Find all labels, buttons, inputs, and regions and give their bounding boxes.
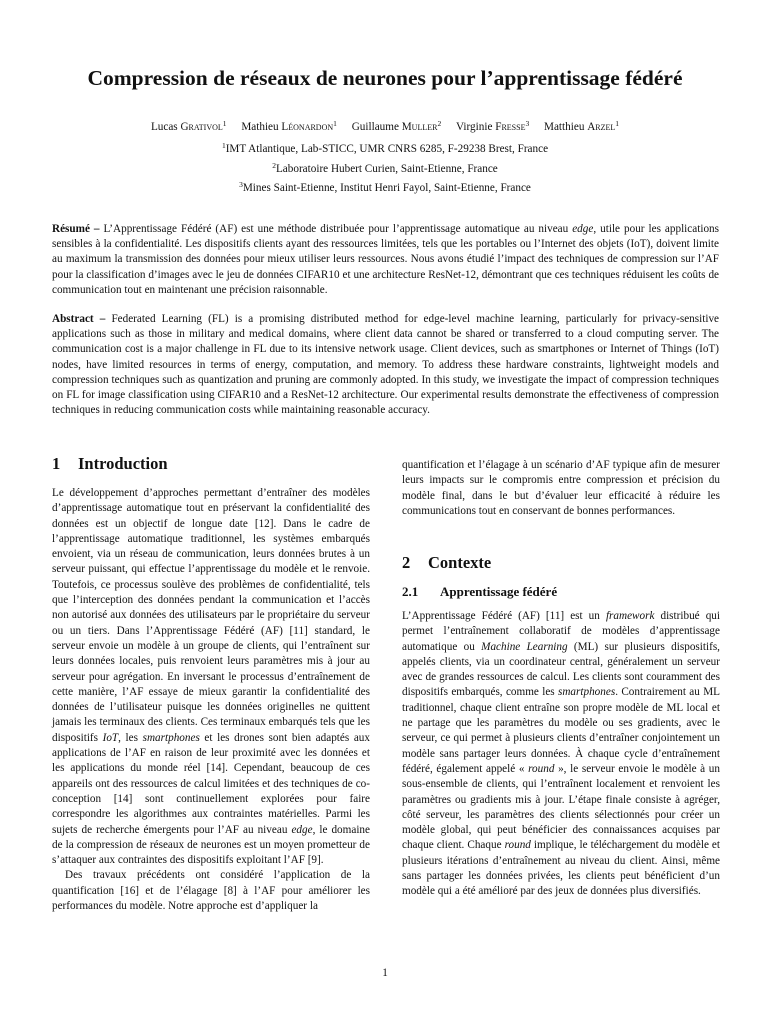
- paragraph: L’Apprentissage Fédéré (AF) [11] est un framework distribué qui permet l’entraînement collaboratif de modèles d’apprentissage automatique ou Machine Learning (ML) sur plusieurs dispositifs, appelés clients, via un coordinateur central, généralement un serveur avec de grandes ressources de calcul. Les clients sont couramment des dispositifs embarqués, comme les smartphones. Contrairement au ML traditionnel, chaque client entraîne son propre modèle de ML local et ne partage que les paramètres du modèle ou ses gradients, avec le serveur, ce qui permet à plusieurs clients d’entraîner conjointement un modèle sans partager leurs données. À chaque cycle d’entraînement fédéré, également appelé « round », le serveur envoie le modèle à un sous-ensemble de clients, qui l’entraînent localement et renvoient les paramètres ou gradients mis à jour. L’étape finale consiste à agréger, côté serveur, les paramètres des clients sélectionnés pour créer un modèle global, qui peut bénéficier des connaissances acquises par chaque client. Chaque round implique, le téléchargement du modèle et plusieurs itérations d’entraînement au niveau du client. Ainsi, même sans partager les données privées, les clients peut bénéficient d’un modèle qui a été amélioré par des jeux de données plus diversifiés.: [402, 610, 721, 898]
- introduction-text: [52, 486, 370, 914]
- section-heading-contexte: 2 Contexte: [402, 553, 492, 572]
- abstract-label: Abstract: [52, 313, 94, 325]
- author: Mathieu Léonardon$^1$: [241, 119, 337, 133]
- author: Matthieu Arzel$^1$: [544, 119, 620, 133]
- paragraph: Le développement d’approches permettant d’entraîner des modèles d’apprentissage automatique tout en préservant la confidentialité des données est un objectif de longue date [12]. Dans le cadre de l’apprentissage automatique traditionnel, les systèmes embarqués envoient, via un réseau de communication, leurs données brutes à un serveur puissant, qui effectue l’apprentissage du modèle et le renvoie. Toutefois, ce processus soulève des problèmes de confidentialité, tels que l’interception des données pendant la communication et l’accès non autorisé aux données des utilisateurs par le propriétaire du serveur ou un tiers. Dans l’Apprentissage Fédéré (AF) [11] standard, le serveur envoie un modèle à un groupe de clients, qui l’entraînent sur leurs données locales, puis renvoient leurs paramètres mis à jour au serveur pour agrégation. En inversant le processus d’entraînement de cette manière, l’AF essaye de mieux garantir la confidentialité des données de l’utilisateur puisque les données originelles ne quittent jamais les terminaux des clients. Ces terminaux embarqués tels que les dispositifs IoT, les smartphones et les drones sont bien adaptés aux applications de l’AF en raison de leur proximité avec les données et les applications du monde réel [14]. Cependant, beaucoup de ces appareils ont des ressources de calcul limitées et des techniques de co-conception [14] sont continuellement explorées pour faire correspondre les algorithmes aux contraintes matérielles. Parmi les sujets de recherche émergents pour l’AF au niveau edge, le domaine de la compression de réseaux de neurones est un moyen prometteur de s’attaquer aux contraintes des dispositifs exploitant l’AF [9].: [52, 487, 370, 867]
- author: Lucas Grativol$^1$: [150, 119, 227, 133]
- affiliation: $^3$Mines Saint-Etienne, Institut Henri Fayol, Saint-Etienne, France: [239, 180, 531, 194]
- author-list: [40, 121, 730, 133]
- author: Guillaume Muller$^2$: [351, 119, 442, 133]
- affiliation: $^1$IMT Atlantique, Lab-STICC, UMR CNRS 6285, F-29238 Brest, France: [221, 141, 549, 155]
- resume-block: Résumé – L’Apprentissage Fédéré (AF) est une méthode distribuée pour l’apprentissage automatique au niveau edge, utile pour les applications sensibles à la confidentialité. Les dispositifs clients ayant des ressources limitées, tels que les portables ou l’Internet des objets (IoT), doivent limite au maximum la transmission des données pour mieux utiliser leurs ressources. Nous avons étudié l’impact des techniques de compression sur l’AF pour la classification d’images avec le jeu de données CIFAR10 et une architecture ResNet-12, démontrant que ces techniques réduisent les coûts de communication tout en maintenant une précision raisonnable.: [52, 223, 719, 296]
- subsection-heading-apprentissage-federe: 2.1 Apprentissage fédéré: [402, 584, 558, 599]
- contexte-text: [402, 609, 720, 900]
- section-heading-introduction: 1 Introduction: [52, 454, 168, 473]
- abstract-block: Abstract – Federated Learning (FL) is a promising distributed method for edge-level machine learning, particularly for privacy-sensitive applications such as those in military and medical domains, where client data cannot be shared or transferred to a cloud computing server. The communication cost is a major challenge in FL due to its intensive network usage. Client devices, such as smartphones or Internet of Things (IoT) nodes, have limited resources in terms of energy, computation, and memory. To address these hardware constraints, lightweight models and compression techniques such as quantization and pruning are commonly adopted. In this study, we investigate the impact of compression techniques on FL for image classification using CIFAR10 and a ResNet-12 architecture. Our experimental results demonstrate the effectiveness of compression techniques in reducing communication costs while maintaining reasonable accuracy.: [52, 313, 719, 417]
- paragraph: quantification et l’élagage à un scénario d’AF typique afin de mesurer leurs impacts sur le compromis entre compression et précision du modèle final, dans le but d’évaluer leur efficacité à réduire les communications tout en conservant de bonnes performances.: [402, 459, 720, 517]
- author: Virginie Fresse$^3$: [456, 119, 530, 133]
- affiliation: $^2$Laboratoire Hubert Curien, Saint-Etienne, France: [272, 161, 498, 175]
- paper-title: Compression de réseaux de neurones pour l’apprentissage fédéré: [87, 66, 683, 90]
- resume-label: Résumé: [52, 223, 90, 235]
- page-number: 1: [382, 967, 388, 979]
- introduction-text-continued: [402, 458, 720, 519]
- paragraph: Des travaux précédents ont considéré l’application de la quantification [16] et de l’élagage [8] à l’AF pour améliorer les performances du modèle. Notre approche est d’appliquer la: [52, 869, 370, 913]
